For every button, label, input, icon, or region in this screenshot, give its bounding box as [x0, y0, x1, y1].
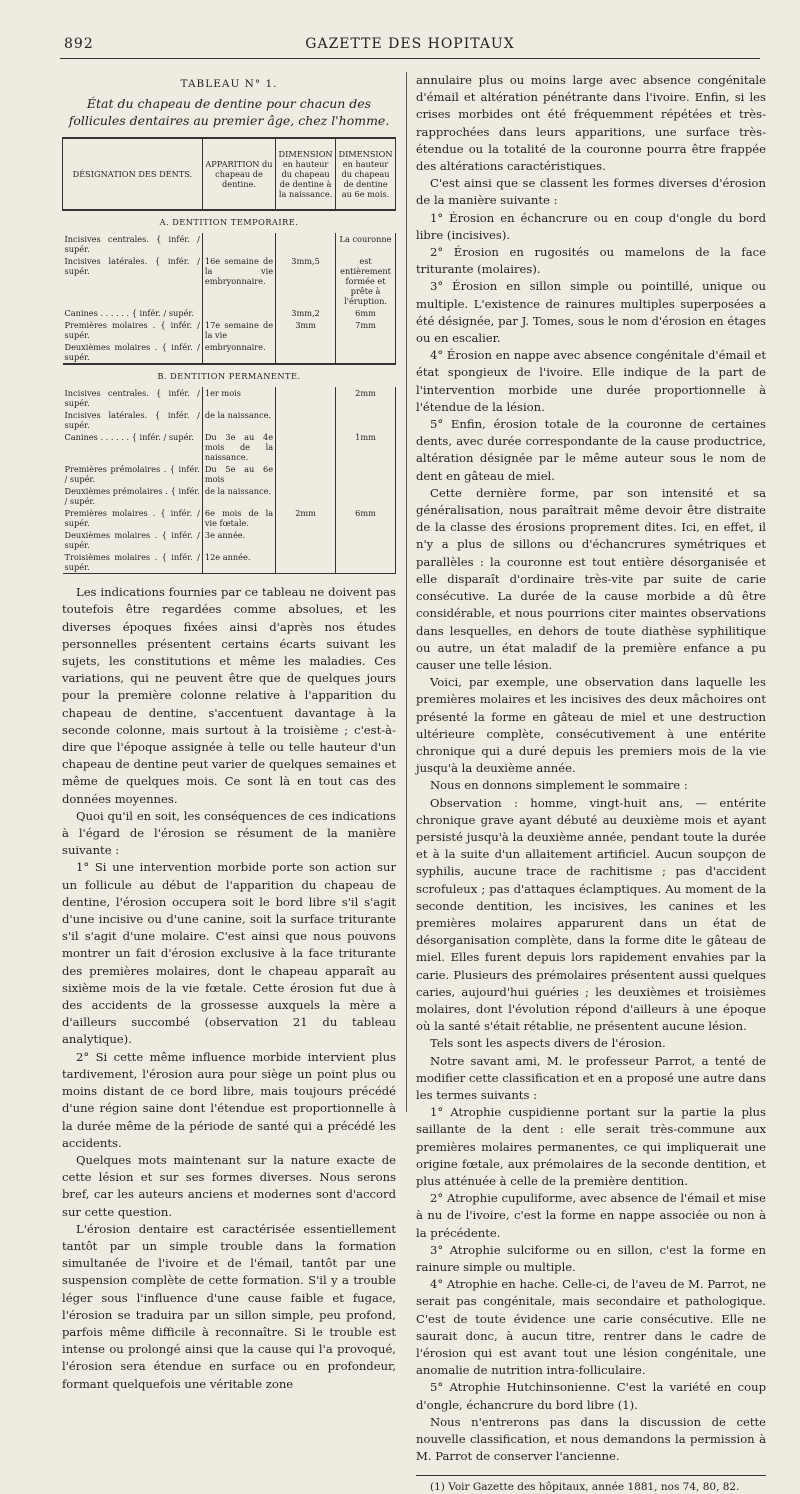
birth-height-cell	[276, 485, 336, 507]
birth-height-cell: 3mm,5	[276, 255, 336, 307]
column-divider	[406, 72, 407, 1112]
footnote: (1) Voir Gazette des hôpitaux, année 1881, nos 74, 80, 82.	[430, 1481, 740, 1494]
apparition-cell: 1er mois	[202, 387, 275, 409]
list-item: 2° Érosion en rugosités ou mamelons de la face triturante (molaires).	[416, 245, 766, 277]
paragraph: Les indications fournies par ce tableau ne doivent pas toutefois être regardées comme absolues, et les diverses époques fixées ainsi d'après nos études personnelles présentent certains écarts suivant les sujets, les constitutions et même les maladies. Ces variations, qui ne peuvent être que de quelques jours pour la première colonne relative à l'apparition du chapeau de dentine, s'accentuent davantage à la seconde colonne, mais surtout à la troisième ; c'est-à-dire que l'époque assignée à telle ou telle hauteur d'un chapeau de dentine peut varier de quelques semaines et même de quelques mois. Ce sont là en tout cas des données moyennes.	[62, 585, 396, 806]
tooth-name: Incisives centrales. { infér. / supér.	[64, 234, 200, 255]
paragraph: Cette dernière forme, par son intensité et sa généralisation, nous paraîtrait même devoir être distraite de la classe des érosions proprement dites. Ici, en effet, il n'y a plus de sillons ou d'échancrures symétriques et parallèles : la couronne est tout entière désorganisée et elle disparaît d'ordinaire très-vite par suite de carie consécutive. La durée de la cause morbide a dû être considérable, et nous pourrions citer maintes observations dans lesquelles, en dehors de toute diathèse syphilitique ou autre, un état maladif de la première enfance a pu causer une telle lésion.	[416, 485, 766, 672]
list-item: 3° Atrophie sulciforme ou en sillon, c'est la forme en rainure simple ou multiple.	[416, 1242, 766, 1275]
six-month-cell	[336, 485, 396, 507]
tooth-name: Premières prémolaires . { infér. / supér.	[64, 464, 200, 485]
apparition-cell: de la naissance.	[202, 409, 275, 431]
journal-title: GAZETTE DES HOPITAUX	[305, 36, 515, 52]
birth-height-cell	[276, 431, 336, 463]
tooth-name: Deuxièmes prémolaires . { infér. / supér.	[64, 486, 200, 507]
six-month-cell	[336, 551, 396, 574]
paragraph: C'est ainsi que se classent les formes diverses d'érosion de la manière suivante :	[416, 176, 766, 208]
table-subtitle: État du chapeau de dentine pour chacun des follicules dentaires au premier âge, chez l'homme.	[68, 96, 390, 129]
table-row	[63, 463, 396, 485]
birth-height-cell	[276, 387, 336, 409]
paragraph: L'érosion dentaire est caractérisée essentiellement tantôt par un simple trouble dans la formation simultanée de l'ivoire et de l'émail, tantôt par une suspension complète de cette formation. S'il y a trouble léger sous l'influence d'une cause faible et fugace, l'érosion se traduira par un sillon simple, peu profond, parfois même difficile à reconnaître. Si le trouble est intense ou prolongé ainsi que la cause qui l'a provoqué, l'érosion sera étendue en surface ou en profondeur, formant quelquefois une véritable zone	[62, 1221, 396, 1391]
six-month-cell	[336, 409, 396, 431]
apparition-cell: 6e mois de la vie fœtale.	[202, 507, 275, 529]
apparition-cell: Du 3e au 4e mois de la naissance.	[202, 431, 275, 463]
tooth-name: Deuxièmes molaires . { infér. / supér.	[64, 342, 200, 363]
birth-height-cell	[276, 551, 336, 574]
table-row	[63, 255, 396, 307]
apparition-cell: de la naissance.	[202, 485, 275, 507]
header-designation: DÉSIGNATION DES DENTS.	[63, 138, 203, 210]
list-item: 4° Érosion en nappe avec absence congénitale d'émail et état spongieux de l'ivoire. Elle indique de la part de l'intervention morbide une durée proportionnelle à l'étendue de la lésion.	[416, 348, 766, 414]
paragraph: annulaire plus ou moins large avec absence congénitale d'émail et altération pénétrante dans l'ivoire. Enfin, si les crises morbides ont été fréquemment répétées et très-rapprochées dans leurs apparitions, une surface très-étendue ou la totalité de la couronne pourra être frappée des altérations caractéristiques.	[416, 73, 766, 174]
birth-height-cell	[276, 409, 336, 431]
paragraph: Quoi qu'il en soit, les conséquences de ces indications à l'égard de l'érosion se résument de la manière suivante :	[62, 808, 396, 858]
page-header	[60, 32, 760, 59]
tooth-name: Incisives latérales. { infér. / supér.	[64, 256, 200, 277]
left-column	[62, 72, 396, 1393]
six-month-cell	[336, 341, 396, 364]
six-month-cell	[336, 463, 396, 485]
tooth-name: Premières molaires . { infér. / supér.	[64, 320, 200, 341]
birth-height-cell: 3mm	[276, 319, 336, 341]
six-month-cell: 6mm	[336, 507, 396, 529]
tooth-name: Troisièmes molaires . { infér. / supér.	[63, 551, 203, 574]
tooth-name: Deuxièmes molaires . { infér. / supér.	[64, 530, 200, 551]
table-row	[63, 431, 396, 463]
paragraph: Quelques mots maintenant sur la nature exacte de cette lésion et sur ses formes diverses. Nous serons bref, car les auteurs anciens et modernes sont d'accord sur cette question.	[62, 1152, 396, 1219]
list-item: 1° Érosion en échancrure ou en coup d'ongle du bord libre (incisives).	[416, 210, 766, 242]
paragraph: 2° Si cette même influence morbide intervient plus tardivement, l'érosion aura pour siège un point plus ou moins distant de ce bord libre, mais toujours précédé d'une région saine dont l'étendue est proportionnelle à la durée même de la période de santé qui a précédé les accidents.	[62, 1049, 396, 1150]
apparition-cell: 16e semaine de la vie embryonnaire.	[202, 255, 275, 307]
dentine-table	[62, 137, 396, 574]
right-column	[416, 72, 766, 1494]
apparition-cell: embryonnaire.	[202, 341, 275, 364]
apparition-cell	[202, 307, 275, 319]
table-row	[63, 307, 396, 319]
tooth-name: Incisives centrales. { infér. / supér.	[64, 388, 200, 409]
tooth-name: Premières molaires . { infér. / supér.	[64, 508, 200, 529]
list-item: 4° Atrophie en hache. Celle-ci, de l'aveu de M. Parrot, ne serait pas congénitale, mais secondaire et pathologique. C'est de toute évidence une carie consécutive. Elle ne saurait donc, à aucun titre, rentrer dans le cadre de l'érosion qui est avant tout une lésion congénitale, une anomalie de nutrition intra-folliculaire.	[416, 1277, 766, 1378]
table-row	[63, 507, 396, 529]
birth-height-cell: 3mm,2	[276, 307, 336, 319]
table-row	[63, 387, 396, 409]
table-row	[63, 233, 396, 255]
observation-paragraph: Observation : homme, vingt-huit ans, — entérite chronique grave ayant débuté au deuxième mois et ayant persisté jusqu'à la deuxième année, pendant toute la durée et à la suite d'un allaitement artificiel. Aucun soupçon de syphilis, aucune trace de rachitisme ; pas d'accident scrofuleux ; pas d'attaques éclamptiques. Au moment de la seconde dentition, les incisives, les canines et les premières molaires apparurent dans un état de désorganisation complète, dans la forme dite le gâteau de miel. Elles furent depuis lors rapidement envahies par la carie. Plusieurs des prémolaires présentent aussi quelques caries, aujourd'hui guéries ; les deuxièmes et troisièmes molaires, dont l'évolution répond d'ailleurs à une époque où la santé s'était rétablie, ne présentent aucune lésion.	[416, 795, 766, 1034]
paragraph: 1° Si une intervention morbide porte son action sur un follicule au début de l'apparition du chapeau de dentine, l'érosion occupera soit le bord libre s'il s'agit d'une incisive ou d'une canine, soit la surface triturante s'il s'agit d'une molaire. C'est ainsi que nous pouvons montrer un fait d'érosion exclusive à la face triturante des premières molaires, dont le chapeau apparaît au sixième mois de la vie fœtale. Cette érosion fut due à des accidents de la grossesse auxquels la mère a d'ailleurs succombé (observation 21 du tableau analytique).	[62, 860, 396, 1047]
paragraph: Nous en donnons simplement le sommaire :	[430, 778, 688, 793]
table-row	[63, 409, 396, 431]
table-row	[63, 319, 396, 341]
apparition-cell: 17e semaine de la vie	[202, 319, 275, 341]
header-height-birth: DIMENSION en hauteur du chapeau de dentine à la naissance.	[276, 138, 336, 210]
table-row	[63, 485, 396, 507]
apparition-cell: 12e année.	[202, 551, 275, 574]
apparition-cell: Du 5e au 6e mois	[202, 463, 275, 485]
tooth-name: Canines . . . . . . { infér. / supér.	[64, 308, 195, 319]
tooth-name: Incisives latérales. { infér. / supér.	[64, 410, 200, 431]
birth-height-cell: 2mm	[276, 507, 336, 529]
list-item: 2° Atrophie cupuliforme, avec absence de l'émail et mise à nu de l'ivoire, c'est la forme en nappe associée ou non à la précédente.	[416, 1191, 766, 1240]
table-row	[63, 529, 396, 551]
apparition-cell	[202, 233, 275, 255]
apparition-cell: 3e année.	[202, 529, 275, 551]
six-month-cell: 7mm	[336, 319, 396, 341]
header-height-6m: DIMENSION en hauteur du chapeau de dentine au 6e mois.	[336, 138, 396, 210]
six-month-cell: 1mm	[336, 431, 396, 463]
section-temporary: A. DENTITION TEMPORAIRE.	[63, 210, 396, 233]
paragraph: Nous n'entrerons pas dans la discussion de cette nouvelle classification, et nous demandons la permission à M. Parrot de conserver l'ancienne.	[416, 1414, 766, 1464]
six-month-cell: 2mm	[336, 387, 396, 409]
tooth-name: Canines . . . . . . { infér. / supér.	[64, 432, 195, 443]
birth-height-cell	[276, 233, 336, 255]
list-item: 1° Atrophie cuspidienne portant sur la partie la plus saillante de la dent : elle serait très-commune aux premières molaires permanentes, ce qui impliquerait une origine fœtale, aux prémolaires de la seconde dentition, et plus atténuée à celle de la première dentition.	[416, 1105, 766, 1188]
six-month-cell: La couronne	[336, 233, 396, 255]
page-number: 892	[64, 36, 94, 52]
paragraph: Notre savant ami, M. le professeur Parrot, a tenté de modifier cette classification et en a proposé une autre dans les termes suivants :	[416, 1053, 766, 1102]
section-permanent: B. DENTITION PERMANENTE.	[63, 364, 396, 387]
birth-height-cell	[276, 463, 336, 485]
paragraph: Voici, par exemple, une observation dans laquelle les premières molaires et les incisives des deux mâchoires ont présenté la forme en gâteau de miel et une destruction ultérieure complète, consécutivement à une entérite chronique qui a duré depuis les premiers mois de la vie jusqu'à la deuxième année.	[416, 675, 766, 776]
six-month-cell	[336, 529, 396, 551]
table-row	[63, 341, 396, 364]
list-item: 5° Enfin, érosion totale de la couronne de certaines dents, avec durée correspondante de la cause productrice, altération désignée par le même auteur sous le nom de dent en gâteau de miel.	[416, 417, 766, 483]
six-month-cell: 6mm	[336, 307, 396, 319]
header-apparition: APPARITION du chapeau de dentine.	[202, 138, 275, 210]
birth-height-cell	[276, 341, 336, 364]
list-item: 5° Atrophie Hutchinsonienne. C'est la variété en coup d'ongle, échancrure du bord libre (1).	[416, 1380, 766, 1412]
footnote-divider	[416, 1475, 766, 1476]
list-item: 3° Érosion en sillon simple ou pointillé, unique ou multiple. L'existence de rainures multiples superposées a été désignée, par J. Tomes, sous le nom d'érosion en étages ou en escalier.	[416, 279, 766, 346]
table-row	[63, 551, 396, 574]
six-month-cell: est entièrement formée et prête à l'éruption.	[336, 255, 396, 307]
table-title: TABLEAU N° 1.	[180, 78, 278, 90]
paragraph: Tels sont les aspects divers de l'érosion.	[430, 1036, 666, 1051]
birth-height-cell	[276, 529, 336, 551]
